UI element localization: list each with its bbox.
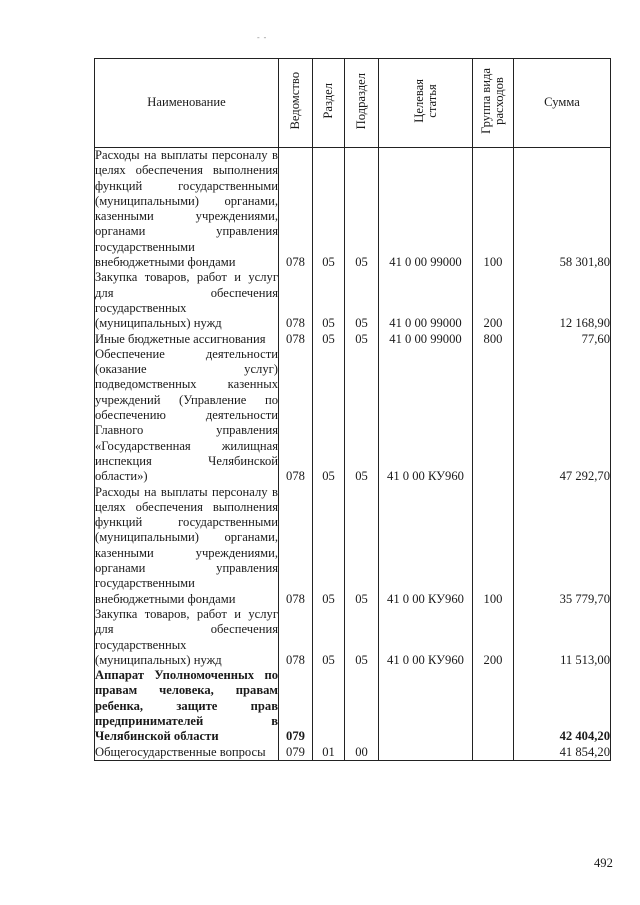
cell-section: 05 xyxy=(313,607,345,668)
cell-group xyxy=(473,347,514,485)
cell-sum: 77,60 xyxy=(514,332,611,347)
cell-sum: 42 404,20 xyxy=(514,668,611,744)
cell-group: 800 xyxy=(473,332,514,347)
cell-name: Общегосударственные вопросы xyxy=(95,745,279,761)
header-sum: Сумма xyxy=(514,59,611,148)
top-mark: - - xyxy=(257,33,268,42)
table-row xyxy=(95,270,611,331)
cell-name: Расходы на выплаты персоналу в целях обеспечения выполнения функций государственными (муниципальными) органами, казенными учреждениями, органами управления государственными внебюджетными фондами xyxy=(95,148,278,270)
cell-subsection: 00 xyxy=(345,745,379,761)
cell-sum: 41 854,20 xyxy=(514,745,611,761)
table-row xyxy=(95,607,611,668)
cell-sum: 35 779,70 xyxy=(514,485,611,607)
table-row xyxy=(95,148,611,271)
cell-dept: 078 xyxy=(279,332,313,347)
cell-subsection: 05 xyxy=(345,270,379,331)
cell-name: Обеспечение деятельности (оказание услуг) подведомственных казенных учреждений (Управление по обеспечению деятельности Главного управления «Государственная жилищная инспекция Челябинской области») xyxy=(95,346,278,484)
cell-section xyxy=(313,668,345,744)
table-row xyxy=(95,332,611,347)
cell-name: Аппарат Уполномоченных по правам человека, правам ребенка, защите прав предпринимателей в Челябинской области xyxy=(95,668,278,744)
cell-target: 41 0 00 99000 xyxy=(379,148,473,271)
header-section: Раздел xyxy=(313,59,345,148)
header-dept: Ведомство xyxy=(279,59,313,148)
cell-section: 05 xyxy=(313,332,345,347)
budget-table xyxy=(94,58,611,761)
header-name: Наименование xyxy=(95,59,279,148)
cell-group: 100 xyxy=(473,148,514,271)
cell-sum: 11 513,00 xyxy=(514,607,611,668)
cell-sum: 12 168,90 xyxy=(514,270,611,331)
cell-target: 41 0 00 99000 xyxy=(379,270,473,331)
cell-group xyxy=(473,668,514,744)
cell-section: 05 xyxy=(313,347,345,485)
table-row xyxy=(95,668,611,744)
cell-section: 05 xyxy=(313,485,345,607)
header-subsection: Подраздел xyxy=(345,59,379,148)
cell-target xyxy=(379,745,473,761)
cell-dept: 078 xyxy=(279,270,313,331)
page-number: 492 xyxy=(594,856,613,870)
cell-target: 41 0 00 99000 xyxy=(379,332,473,347)
table-header-row xyxy=(95,59,611,148)
cell-section: 01 xyxy=(313,745,345,761)
cell-name: Закупка товаров, работ и услуг для обеспечения государственных (муниципальных) нужд xyxy=(95,270,278,331)
cell-target xyxy=(379,668,473,744)
cell-subsection xyxy=(345,668,379,744)
cell-group xyxy=(473,745,514,761)
cell-sum: 47 292,70 xyxy=(514,347,611,485)
header-group: Группа вида расходов xyxy=(473,59,514,148)
table-row xyxy=(95,347,611,485)
cell-section: 05 xyxy=(313,148,345,271)
cell-target: 41 0 00 КУ960 xyxy=(379,607,473,668)
cell-dept: 078 xyxy=(279,607,313,668)
cell-sum: 58 301,80 xyxy=(514,148,611,271)
cell-target: 41 0 00 КУ960 xyxy=(379,485,473,607)
cell-group: 200 xyxy=(473,270,514,331)
cell-subsection: 05 xyxy=(345,332,379,347)
cell-subsection: 05 xyxy=(345,148,379,271)
cell-dept: 079 xyxy=(279,668,313,744)
cell-subsection: 05 xyxy=(345,347,379,485)
cell-name: Расходы на выплаты персоналу в целях обеспечения выполнения функций государственными (муниципальными) органами, казенными учреждениями, органами управления государственными внебюджетными фондами xyxy=(95,484,278,606)
table-row xyxy=(95,485,611,607)
cell-dept: 078 xyxy=(279,347,313,485)
cell-dept: 079 xyxy=(279,745,313,761)
cell-section: 05 xyxy=(313,270,345,331)
cell-group: 100 xyxy=(473,485,514,607)
cell-subsection: 05 xyxy=(345,607,379,668)
table-row xyxy=(95,745,611,761)
cell-subsection: 05 xyxy=(345,485,379,607)
cell-dept: 078 xyxy=(279,148,313,271)
cell-target: 41 0 00 КУ960 xyxy=(379,347,473,485)
cell-name: Закупка товаров, работ и услуг для обеспечения государственных (муниципальных) нужд xyxy=(95,606,278,667)
cell-name: Иные бюджетные ассигнования xyxy=(95,332,279,347)
header-target: Целевая статья xyxy=(379,59,473,148)
cell-group: 200 xyxy=(473,607,514,668)
cell-dept: 078 xyxy=(279,485,313,607)
